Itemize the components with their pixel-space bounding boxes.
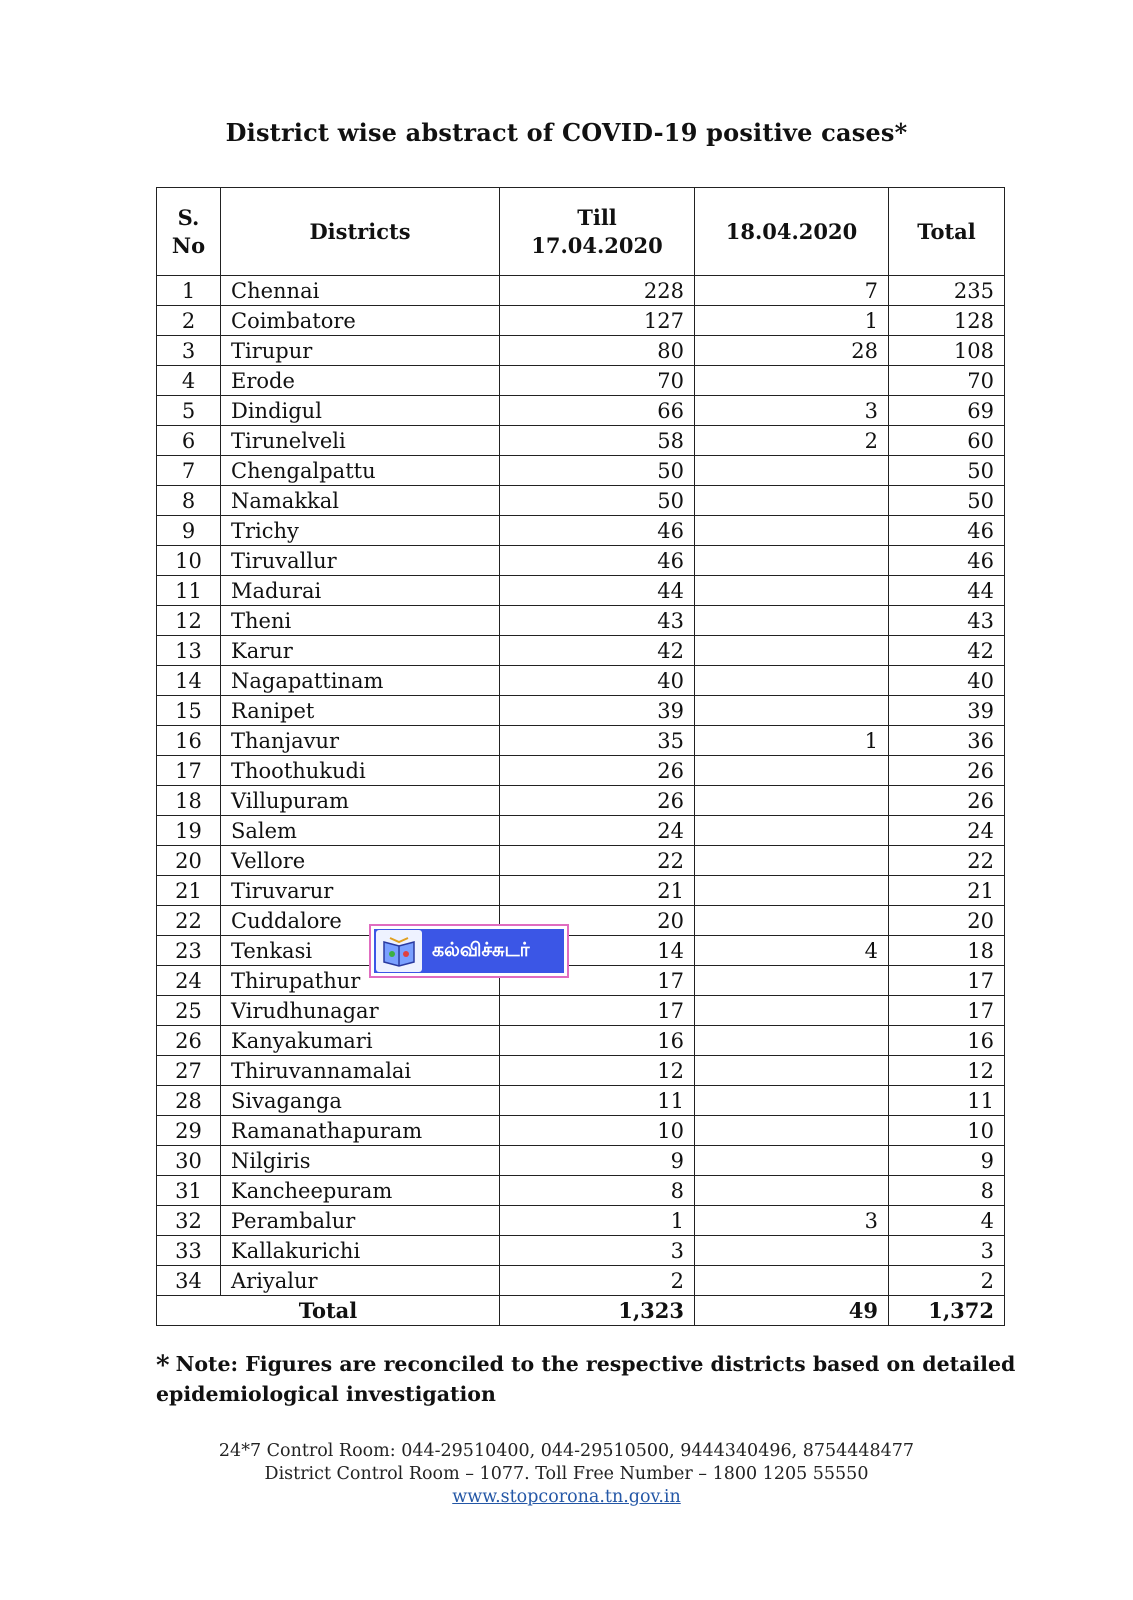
row-total: 36: [889, 726, 1005, 756]
row-till: 70: [500, 366, 695, 396]
row-district: Namakkal: [221, 486, 500, 516]
table-row: [157, 756, 1005, 786]
row-till: 42: [500, 636, 695, 666]
row-sno: 11: [157, 576, 221, 606]
row-total: 50: [889, 456, 1005, 486]
row-sno: 9: [157, 516, 221, 546]
row-sno: 23: [157, 936, 221, 966]
row-sno: 1: [157, 276, 221, 306]
row-district: Thirupathur: [221, 966, 500, 996]
header-till-line1: Till: [577, 204, 617, 230]
note-asterisk: *: [156, 1351, 170, 1381]
row-sno: 26: [157, 1026, 221, 1056]
row-total: 26: [889, 786, 1005, 816]
row-sno: 20: [157, 846, 221, 876]
row-day: 3: [695, 396, 889, 426]
table-row: [157, 426, 1005, 456]
row-day: [695, 696, 889, 726]
row-district: Trichy: [221, 516, 500, 546]
row-till: 40: [500, 666, 695, 696]
row-day: [695, 366, 889, 396]
row-sno: 18: [157, 786, 221, 816]
row-total: 8: [889, 1176, 1005, 1206]
row-day: [695, 1146, 889, 1176]
row-total: 17: [889, 966, 1005, 996]
row-district: Erode: [221, 366, 500, 396]
row-sno: 15: [157, 696, 221, 726]
row-sno: 7: [157, 456, 221, 486]
row-day: [695, 1086, 889, 1116]
row-sno: 28: [157, 1086, 221, 1116]
row-till: 22: [500, 846, 695, 876]
book-icon: [376, 930, 422, 972]
footer-control-room: 24*7 Control Room: 044-29510400, 044-29510500, 9444340496, 8754448477: [218, 1441, 915, 1461]
row-total: 42: [889, 636, 1005, 666]
row-district: Kancheepuram: [221, 1176, 500, 1206]
row-total: 2: [889, 1266, 1005, 1296]
cases-table: [156, 187, 1005, 1326]
row-till: 39: [500, 696, 695, 726]
row-day: [695, 786, 889, 816]
row-till: 80: [500, 336, 695, 366]
total-label: Total: [157, 1296, 500, 1326]
table-row: [157, 366, 1005, 396]
row-district: Tiruvarur: [221, 876, 500, 906]
row-total: 16: [889, 1026, 1005, 1056]
row-total: 26: [889, 756, 1005, 786]
row-sno: 14: [157, 666, 221, 696]
row-total: 3: [889, 1236, 1005, 1266]
row-day: 2: [695, 426, 889, 456]
row-district: Villupuram: [221, 786, 500, 816]
row-total: 24: [889, 816, 1005, 846]
row-till: 14: [500, 936, 695, 966]
row-sno: 34: [157, 1266, 221, 1296]
row-district: Tiruvallur: [221, 546, 500, 576]
footer-toll-free: District Control Room – 1077. Toll Free Number – 1800 1205 55550: [264, 1464, 869, 1484]
row-district: Sivaganga: [221, 1086, 500, 1116]
row-total: 12: [889, 1056, 1005, 1086]
row-district: Perambalur: [221, 1206, 500, 1236]
row-district: Nilgiris: [221, 1146, 500, 1176]
row-sno: 12: [157, 606, 221, 636]
row-sno: 5: [157, 396, 221, 426]
row-till: 50: [500, 456, 695, 486]
footer: [0, 1440, 1133, 1509]
table-row: [157, 846, 1005, 876]
row-day: [695, 606, 889, 636]
header-sno: [157, 188, 221, 276]
table-row: [157, 606, 1005, 636]
row-day: 28: [695, 336, 889, 366]
row-sno: 29: [157, 1116, 221, 1146]
table-row: [157, 1056, 1005, 1086]
table-row: [157, 696, 1005, 726]
row-till: 35: [500, 726, 695, 756]
row-sno: 13: [157, 636, 221, 666]
table-row: [157, 996, 1005, 1026]
row-till: 26: [500, 786, 695, 816]
table-row: [157, 1116, 1005, 1146]
row-day: [695, 546, 889, 576]
row-sno: 22: [157, 906, 221, 936]
row-sno: 32: [157, 1206, 221, 1236]
table-row: [157, 966, 1005, 996]
row-total: 22: [889, 846, 1005, 876]
row-sno: 31: [157, 1176, 221, 1206]
row-day: [695, 516, 889, 546]
row-day: 1: [695, 306, 889, 336]
watermark-logo: [369, 924, 569, 978]
table-row: [157, 276, 1005, 306]
table-row: [157, 516, 1005, 546]
table-row: [157, 636, 1005, 666]
row-district: Ariyalur: [221, 1266, 500, 1296]
row-day: [695, 636, 889, 666]
footer-website-link[interactable]: www.stopcorona.tn.gov.in: [452, 1487, 681, 1507]
row-district: Chennai: [221, 276, 500, 306]
row-day: [695, 1176, 889, 1206]
row-day: [695, 1266, 889, 1296]
header-till-line2: 17.04.2020: [531, 232, 663, 258]
row-sno: 19: [157, 816, 221, 846]
row-day: [695, 996, 889, 1026]
row-district: Vellore: [221, 846, 500, 876]
row-till: 26: [500, 756, 695, 786]
row-day: [695, 1026, 889, 1056]
row-sno: 25: [157, 996, 221, 1026]
row-till: 43: [500, 606, 695, 636]
row-day: [695, 576, 889, 606]
row-day: [695, 1236, 889, 1266]
row-total: 46: [889, 516, 1005, 546]
table-row: [157, 396, 1005, 426]
table-row: [157, 786, 1005, 816]
row-total: 43: [889, 606, 1005, 636]
table-row: [157, 1236, 1005, 1266]
row-district: Dindigul: [221, 396, 500, 426]
total-day: 49: [695, 1296, 889, 1326]
total-till: 1,323: [500, 1296, 695, 1326]
row-sno: 21: [157, 876, 221, 906]
row-district: Chengalpattu: [221, 456, 500, 486]
row-day: 4: [695, 936, 889, 966]
row-sno: 10: [157, 546, 221, 576]
row-day: [695, 456, 889, 486]
row-day: [695, 906, 889, 936]
row-total: 21: [889, 876, 1005, 906]
row-till: 66: [500, 396, 695, 426]
row-day: [695, 666, 889, 696]
table-body: [157, 276, 1005, 1296]
header-districts: Districts: [221, 188, 500, 276]
row-till: 11: [500, 1086, 695, 1116]
row-district: Ramanathapuram: [221, 1116, 500, 1146]
row-till: 16: [500, 1026, 695, 1056]
row-day: [695, 966, 889, 996]
header-sno-line2: No: [171, 232, 206, 258]
table-row: [157, 336, 1005, 366]
row-total: 60: [889, 426, 1005, 456]
row-district: Cuddalore: [221, 906, 500, 936]
watermark-banner: [374, 929, 564, 973]
row-sno: 30: [157, 1146, 221, 1176]
table-row: [157, 1086, 1005, 1116]
row-day: 7: [695, 276, 889, 306]
row-district: Tenkasi: [221, 936, 500, 966]
row-total: 9: [889, 1146, 1005, 1176]
row-district: Thanjavur: [221, 726, 500, 756]
row-day: [695, 876, 889, 906]
table-row: [157, 486, 1005, 516]
row-sno: 8: [157, 486, 221, 516]
row-day: [695, 846, 889, 876]
row-till: 24: [500, 816, 695, 846]
table-row: [157, 1266, 1005, 1296]
row-district: Salem: [221, 816, 500, 846]
row-district: Tirunelveli: [221, 426, 500, 456]
row-sno: 2: [157, 306, 221, 336]
row-total: 69: [889, 396, 1005, 426]
table-row: [157, 876, 1005, 906]
header-till: [500, 188, 695, 276]
row-district: Tirupur: [221, 336, 500, 366]
note: [156, 1350, 1016, 1408]
row-total: 108: [889, 336, 1005, 366]
row-district: Ranipet: [221, 696, 500, 726]
row-sno: 4: [157, 366, 221, 396]
table-row: [157, 1176, 1005, 1206]
row-total: 46: [889, 546, 1005, 576]
row-total: 50: [889, 486, 1005, 516]
row-day: [695, 756, 889, 786]
total-row: [157, 1296, 1005, 1326]
row-total: 70: [889, 366, 1005, 396]
row-till: 58: [500, 426, 695, 456]
table-row: [157, 906, 1005, 936]
row-total: 17: [889, 996, 1005, 1026]
row-district: Kallakurichi: [221, 1236, 500, 1266]
row-district: Thiruvannamalai: [221, 1056, 500, 1086]
header-day: 18.04.2020: [695, 188, 889, 276]
row-day: [695, 1116, 889, 1146]
row-sno: 16: [157, 726, 221, 756]
row-sno: 6: [157, 426, 221, 456]
row-till: 12: [500, 1056, 695, 1086]
row-district: Coimbatore: [221, 306, 500, 336]
table-row: [157, 1206, 1005, 1236]
row-total: 11: [889, 1086, 1005, 1116]
row-till: 9: [500, 1146, 695, 1176]
row-total: 10: [889, 1116, 1005, 1146]
row-till: 21: [500, 876, 695, 906]
table-row: [157, 726, 1005, 756]
row-till: 17: [500, 996, 695, 1026]
row-sno: 27: [157, 1056, 221, 1086]
table-row: [157, 666, 1005, 696]
row-total: 128: [889, 306, 1005, 336]
row-total: 44: [889, 576, 1005, 606]
row-till: 127: [500, 306, 695, 336]
note-text: Note: Figures are reconciled to the respective districts based on detailed epidemiological investigation: [156, 1352, 1016, 1406]
row-district: Madurai: [221, 576, 500, 606]
row-sno: 17: [157, 756, 221, 786]
row-total: 235: [889, 276, 1005, 306]
table-row: [157, 1026, 1005, 1056]
table-row: [157, 456, 1005, 486]
row-total: 40: [889, 666, 1005, 696]
table-row: [157, 306, 1005, 336]
row-total: 39: [889, 696, 1005, 726]
row-total: 4: [889, 1206, 1005, 1236]
row-till: 20: [500, 906, 695, 936]
table-header-row: [157, 188, 1005, 276]
row-district: Karur: [221, 636, 500, 666]
row-district: Kanyakumari: [221, 1026, 500, 1056]
table-row: [157, 816, 1005, 846]
row-till: 3: [500, 1236, 695, 1266]
table-row: [157, 546, 1005, 576]
table-row: [157, 936, 1005, 966]
row-till: 228: [500, 276, 695, 306]
row-till: 44: [500, 576, 695, 606]
page-title: District wise abstract of COVID-19 positive cases*: [225, 118, 908, 147]
row-till: 46: [500, 516, 695, 546]
row-day: 1: [695, 726, 889, 756]
row-total: 20: [889, 906, 1005, 936]
table-row: [157, 1146, 1005, 1176]
total-grand: 1,372: [889, 1296, 1005, 1326]
row-till: 1: [500, 1206, 695, 1236]
row-day: [695, 486, 889, 516]
row-district: Theni: [221, 606, 500, 636]
table-row: [157, 576, 1005, 606]
row-till: 2: [500, 1266, 695, 1296]
watermark-text: கல்விச்சுடர்: [432, 938, 530, 961]
header-sno-line1: S.: [177, 204, 200, 230]
row-sno: 33: [157, 1236, 221, 1266]
row-day: 3: [695, 1206, 889, 1236]
row-till: 50: [500, 486, 695, 516]
row-district: Virudhunagar: [221, 996, 500, 1026]
row-till: 17: [500, 966, 695, 996]
row-till: 46: [500, 546, 695, 576]
row-district: Thoothukudi: [221, 756, 500, 786]
row-till: 10: [500, 1116, 695, 1146]
row-sno: 24: [157, 966, 221, 996]
header-total: Total: [889, 188, 1005, 276]
row-day: [695, 1056, 889, 1086]
row-day: [695, 816, 889, 846]
row-sno: 3: [157, 336, 221, 366]
row-district: Nagapattinam: [221, 666, 500, 696]
row-total: 18: [889, 936, 1005, 966]
row-till: 8: [500, 1176, 695, 1206]
